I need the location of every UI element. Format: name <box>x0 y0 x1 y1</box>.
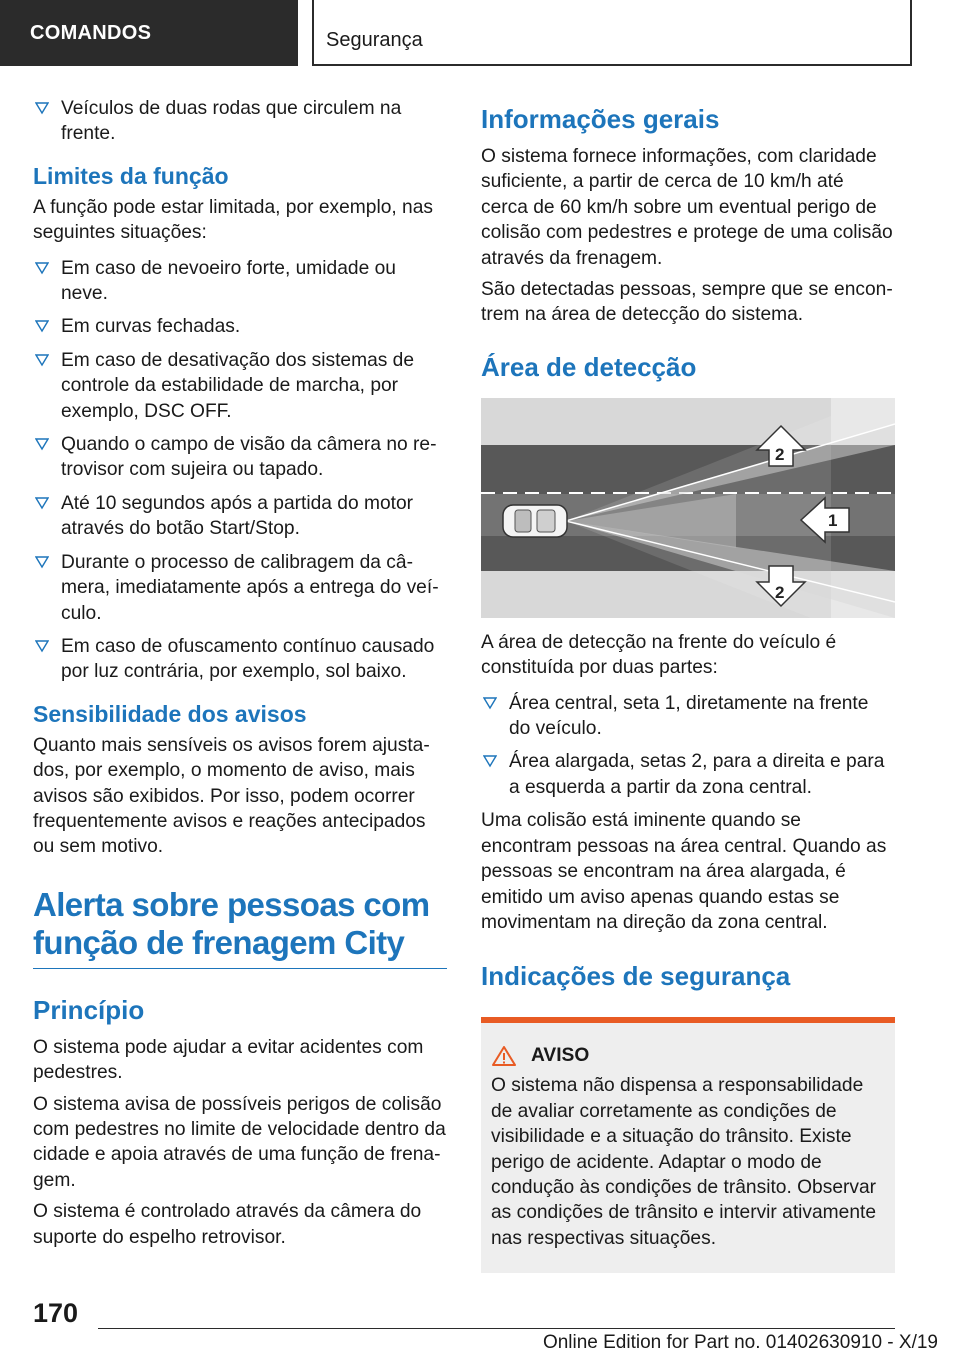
detection-intro: A área de detecção na frente do veículo é constituída por duas partes: <box>481 631 837 679</box>
detection-list <box>481 691 895 801</box>
right-column <box>481 102 895 1273</box>
triangle-bullet-icon <box>35 261 49 275</box>
list-item-text: Até 10 segundos após a partida do motor através do botão Start/Stop. <box>61 492 414 540</box>
warning-box <box>481 1017 895 1273</box>
list-item <box>33 96 447 147</box>
list-item <box>33 550 447 626</box>
section-tab: COMANDOS <box>0 0 298 66</box>
principle-paragraph: O sistema avisa de possíveis perigos de colisão com pedestres no limite de velocidade dentro da cidade e apoia através de uma função de frenagem. <box>33 1093 446 1191</box>
list-item <box>33 491 447 542</box>
principle-heading: Princípio <box>33 994 145 1025</box>
triangle-bullet-icon <box>35 555 49 569</box>
list-item <box>33 634 447 685</box>
list-item <box>481 691 895 742</box>
list-item-text: Em curvas fechadas. <box>61 316 241 338</box>
footer-divider <box>98 1328 895 1329</box>
triangle-bullet-icon <box>35 353 49 367</box>
general-paragraph: O sistema fornece informações, com claridade suficiente, a partir de cerca de 10 km/h até cerca de 60 km/h sobre um eventual perigo de colisão com pedestres e protege de uma colisão através da frenagem. <box>481 146 893 269</box>
left-column <box>33 96 447 1256</box>
list-item-text: Veículos de duas rodas que circulem na frente. <box>61 98 402 145</box>
list-item-text: Durante o processo de calibragem da câmera, imediatamente após a entrega do veículo. <box>61 551 439 624</box>
list-item <box>33 432 447 483</box>
triangle-bullet-icon <box>35 496 49 510</box>
list-item <box>33 256 447 307</box>
triangle-bullet-icon <box>35 319 49 333</box>
page-footer <box>0 1290 960 1362</box>
warning-title: AVISO <box>531 1045 590 1067</box>
list-item-text: Área central, seta 1, diretamente na frente do veículo. <box>509 692 869 740</box>
list-item-text: Em caso de ofuscamento contínuo causado por luz contrária, por exemplo, sol baixo. <box>61 635 435 683</box>
list-item-text: Quando o campo de visão da câmera no retrovisor com sujeira ou tapado. <box>61 434 437 481</box>
limits-list <box>33 256 447 685</box>
list-item-text: Área alargada, setas 2, para a direita e para a esquerda a partir da zona central. <box>509 751 885 798</box>
detection-text: Uma colisão está iminente quando se encontram pessoas na área central. Quando as pessoas se encontram na área alargada, é emitido um aviso apenas quando estas se movimentam na direção da zona central. <box>481 810 887 933</box>
triangle-bullet-icon <box>35 437 49 451</box>
triangle-bullet-icon <box>35 101 49 115</box>
warning-title-row <box>491 1045 883 1067</box>
intro-list <box>33 96 447 147</box>
arrow-label-top: 2 <box>775 444 785 464</box>
triangle-bullet-icon <box>483 754 497 768</box>
principle-paragraph: O sistema é controlado através da câmera do suporte do espelho retrovisor. <box>33 1201 422 1248</box>
arrow-label-bottom: 2 <box>775 582 785 602</box>
detection-diagram <box>481 398 895 618</box>
sensitivity-heading: Sensibilidade dos avisos <box>33 700 307 727</box>
triangle-bullet-icon <box>483 696 497 710</box>
page-header <box>0 0 960 66</box>
triangle-bullet-icon <box>35 639 49 653</box>
arrow-label-mid: 1 <box>828 510 838 530</box>
page-number: 170 <box>33 1298 79 1328</box>
limits-intro: A função pode estar limitada, por exemplo, nas seguintes situações: <box>33 196 433 244</box>
list-item <box>33 314 447 339</box>
safety-heading: Indicações de segurança <box>481 961 791 992</box>
main-title: Alerta sobre pessoas com função de frenagem City <box>33 886 447 969</box>
list-item-text: Em caso de nevoeiro forte, umidade ou neve. <box>61 257 396 305</box>
warning-triangle-icon <box>491 1045 517 1067</box>
general-heading: Informações gerais <box>481 104 720 134</box>
detection-heading: Área de detecção <box>481 351 697 382</box>
topic-tab: Segurança <box>312 0 912 66</box>
sensitivity-text: Quanto mais sensíveis os avisos forem ajustados, por exemplo, o momento de aviso, mais avisos são exibidos. Por isso, podem ocorrer frequentemente avisos e reações antecipados ou sem motivo. <box>33 734 430 858</box>
list-item-text: Em caso de desativação dos sistemas de controle da estabilidade de marcha, por exemplo, DSC OFF. <box>61 349 415 422</box>
principle-paragraph: O sistema pode ajudar a evitar acidentes com pedestres. <box>33 1036 424 1084</box>
list-item <box>481 749 895 800</box>
car-icon <box>503 505 567 537</box>
warning-text: O sistema não dispensa a responsabilidade de avaliar corretamente as condições de visibilidade e a situação do trânsito. Existe perigo de acidente. Adaptar o modo de condução às condições de trânsito. Observar as condições de trânsito e intervir ativamente nas respectivas situações. <box>491 1075 877 1249</box>
limits-heading: Limites da função <box>33 162 229 189</box>
general-paragraph: São detectadas pessoas, sempre que se encontrem na área de detecção do sistema. <box>481 279 893 326</box>
edition-text: Online Edition for Part no. 01402630910 - X/19 <box>542 1332 938 1353</box>
list-item <box>33 348 447 424</box>
detection-area-figure <box>481 398 895 618</box>
